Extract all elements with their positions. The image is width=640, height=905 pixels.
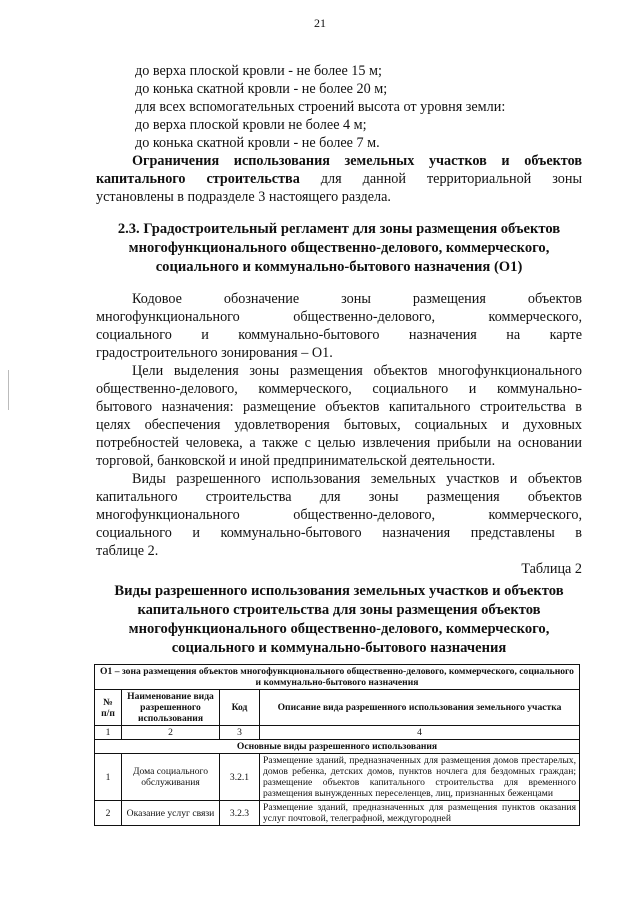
table-label: Таблица 2 — [521, 561, 582, 577]
table-row — [95, 665, 580, 690]
paragraph-line: Кодовое обозначение зоны размещения объектов — [132, 291, 582, 307]
restrictions-line — [96, 170, 582, 188]
paragraph-line: бытового назначения: размещение объектов капитального строительства в — [96, 399, 582, 415]
table-header-row — [95, 690, 580, 726]
column-header: Код — [220, 690, 260, 726]
paragraph-line: таблице 2. — [96, 543, 159, 559]
paragraph-line: торговой, банковской и иной предпринимательской деятельности. — [96, 453, 496, 469]
column-number-row — [95, 726, 580, 740]
use-code: 3.2.1 — [220, 754, 260, 801]
column-header: Наименование вида разрешенного использования — [122, 690, 220, 726]
paragraph-line: многофункционального общественно-делового, коммерческого, — [96, 309, 582, 325]
list-item: до верха плоской кровли - не более 15 м; — [135, 63, 382, 79]
restrictions-line: Ограничения использования земельных участков и объектов — [132, 153, 582, 169]
table-title-line: капитального строительства для зоны размещения объектов — [137, 602, 541, 618]
list-item: до конька скатной кровли - не более 7 м. — [135, 135, 380, 151]
scan-margin-mark — [8, 370, 9, 410]
zone-header-cell: О1 – зона размещения объектов многофункционального общественно-делового, коммерческого, социального и коммунально-бытового назначения — [95, 665, 580, 690]
table-title-line: социального и коммунально-бытового назначения — [171, 640, 507, 656]
heading-line: 2.3. Градостроительный регламент для зоны размещения объектов — [117, 221, 561, 237]
column-number: 3 — [220, 726, 260, 740]
heading-line: многофункционального общественно-делового, коммерческого, — [128, 240, 550, 256]
table-title-line: многофункционального общественно-делового, коммерческого, — [128, 621, 550, 637]
row-number: 1 — [95, 754, 122, 801]
paragraph-line: градостроительного зонирования – О1. — [96, 345, 333, 361]
paragraph-line: социального и коммунально-бытового назначения на карте — [96, 327, 582, 343]
body-paragraphs — [96, 290, 582, 578]
table-title — [96, 582, 582, 658]
table-row — [95, 754, 580, 801]
paragraph-line: общественно-делового, коммерческого, социального и коммунально- — [96, 381, 582, 397]
section-label: Основные виды разрешенного использования — [95, 740, 580, 754]
section-heading — [96, 220, 582, 277]
paragraph-line: Цели выделения зоны размещения объектов многофункционального — [132, 363, 582, 379]
column-header: Описание вида разрешенного использования земельного участка — [260, 690, 580, 726]
use-description: Размещение зданий, предназначенных для размещения пунктов оказания услуг почтовой, телеграфной, междугородней — [260, 801, 580, 826]
use-code: 3.2.3 — [220, 801, 260, 826]
land-use-table — [94, 664, 580, 826]
list-item: до верха плоской кровли не более 4 м; — [135, 117, 367, 133]
section-row — [95, 740, 580, 754]
paragraph-line: Виды разрешенного использования земельных участков и объектов — [132, 471, 582, 487]
paragraph-line: целях обеспечения удовлетворения бытовых, социальных и духовных — [96, 417, 582, 433]
row-number: 2 — [95, 801, 122, 826]
restrictions-paragraph — [96, 152, 582, 206]
restrictions-line: установлены в подразделе 3 настоящего раздела. — [96, 189, 391, 205]
table-title-line: Виды разрешенного использования земельных участков и объектов — [114, 583, 564, 599]
column-number: 4 — [260, 726, 580, 740]
restrictions-bold-text: капитального строительства — [96, 171, 300, 187]
paragraph-line: капитального строительства для зоны размещения объектов — [96, 489, 582, 505]
use-name: Дома социального обслуживания — [122, 754, 220, 801]
heading-line: социального и коммунально-бытового назначения (О1) — [155, 259, 523, 275]
column-number: 1 — [95, 726, 122, 740]
use-description: Размещение зданий, предназначенных для размещения домов престарелых, домов ребенка, детских домов, пунктов ночлега для бездомных граждан; размещение объектов капитального строительства для временного размещения вынужденных переселенцев, лиц, признанных беженцами — [260, 754, 580, 801]
page-number: 21 — [314, 16, 326, 30]
paragraph-line: социального и коммунально-бытового назначения представлены в — [96, 525, 582, 541]
use-name: Оказание услуг связи — [122, 801, 220, 826]
paragraph-line: многофункционального общественно-делового, коммерческого, — [96, 507, 582, 523]
restrictions-text: для данной территориальной зоны — [320, 171, 582, 187]
table-row — [95, 801, 580, 826]
column-header: № п/п — [95, 690, 122, 726]
paragraph-line: потребностей человека, а также с целью извлечения прибыли на основании — [96, 435, 582, 451]
list-item: до конька скатной кровли - не более 20 м; — [135, 81, 388, 97]
column-number: 2 — [122, 726, 220, 740]
height-limits-list — [135, 62, 585, 152]
list-item: для всех вспомогательных строений высота от уровня земли: — [135, 99, 506, 115]
